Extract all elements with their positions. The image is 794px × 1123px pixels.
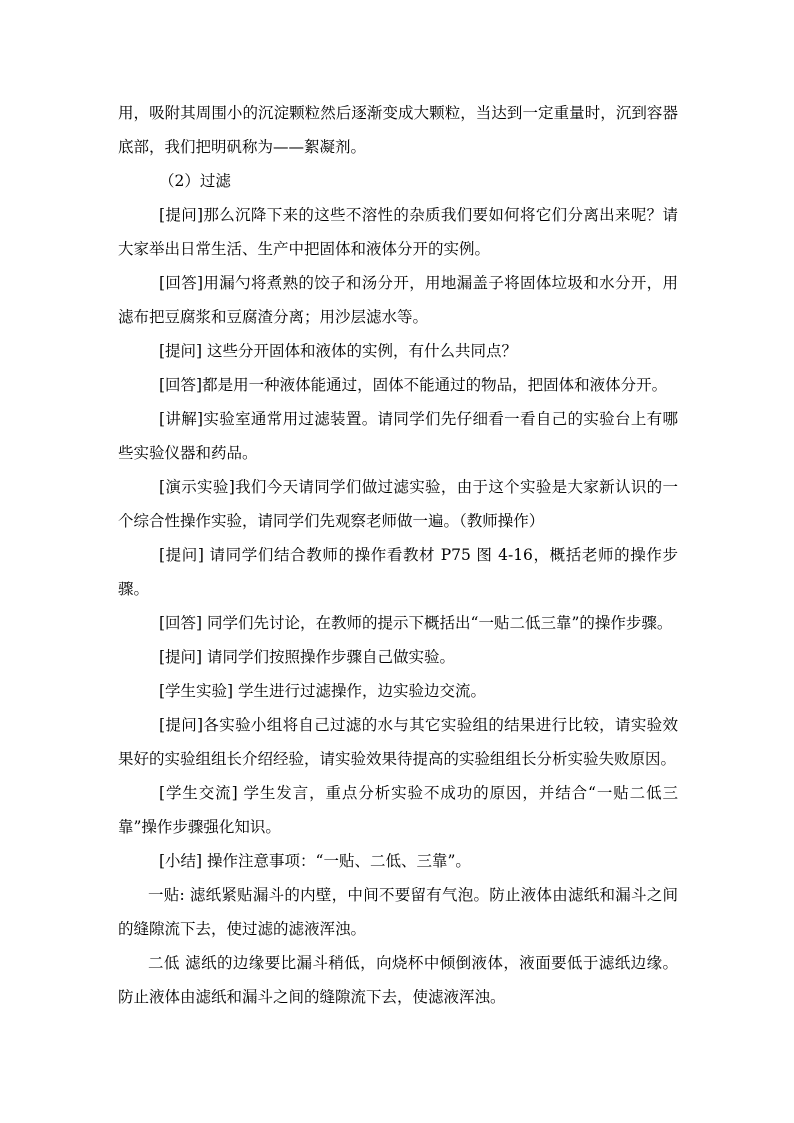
paragraph-student-experiment: [学生实验] 学生进行过滤操作，边实验边交流。 [159, 682, 487, 700]
paragraph-answer-steps: [回答] 同学们先讨论，在教师的提示下概括出“一贴二低三靠”的操作步骤。 [159, 614, 673, 632]
paragraph-two-low: 二低 滤纸的边缘要比漏斗稍低，向烧杯中倾倒液体，液面要低于滤纸边缘。防止液体由滤纸和漏斗之间的缝隙流下去，使滤液浑浊。 [118, 954, 678, 1006]
paragraph-demo-experiment: [演示实验]我们今天请同学们做过滤实验，由于这个实验是大家新认识的一个综合性操作实验，请同学们先观察老师做一遍。（教师操作） [118, 478, 678, 530]
paragraph-student-exchange: [学生交流] 学生发言，重点分析实验不成功的原因，并结合“一贴二低三靠”操作步骤强化知识。 [118, 784, 678, 836]
paragraph-question-compare-results: [提问]各实验小组将自己过滤的水与其它实验组的结果进行比较，请实验效果好的实验组组长介绍经验，请实验效果待提高的实验组组长分析实验失败原因。 [118, 716, 678, 768]
document-body [118, 96, 678, 1014]
paragraph-question-separation: [提问]那么沉降下来的这些不溶性的杂质我们要如何将它们分离出来呢？请大家举出日常生活、生产中把固体和液体分开的实例。 [118, 206, 678, 258]
paragraph-question-summarize-steps: [提问] 请同学们结合教师的操作看教材 P75 图 4-16，概括老师的操作步骤。 [118, 546, 678, 598]
paragraph-question-common-point: [提问] 这些分开固体和液体的实例，有什么共同点？ [159, 342, 518, 360]
paragraph-question-do-experiment: [提问] 请同学们按照操作步骤自己做实验。 [159, 648, 456, 666]
paragraph-lecture-filter-device: [讲解]实验室通常用过滤装置。请同学们先仔细看一看自己的实验台上有哪些实验仪器和药品。 [118, 410, 678, 462]
heading-filtration: （2）过滤 [159, 172, 231, 190]
paragraph-summary: [小结] 操作注意事项：“一贴、二低、三靠”。 [159, 852, 471, 870]
paragraph-flocculant-explanation: 用，吸附其周围小的沉淀颗粒然后逐渐变成大颗粒，当达到一定重量时，沉到容器底部，我们把明矾称为——絮凝剂。 [118, 104, 678, 156]
paragraph-one-stick: 一贴: 滤纸紧贴漏斗的内壁，中间不要留有气泡。防止液体由滤纸和漏斗之间的缝隙流下去，使过滤的滤液浑浊。 [118, 886, 678, 938]
paragraph-answer-examples: [回答]用漏勺将煮熟的饺子和汤分开，用地漏盖子将固体垃圾和水分开，用滤布把豆腐浆和豆腐渣分离；用沙层滤水等。 [118, 274, 678, 326]
paragraph-answer-common-point: [回答]都是用一种液体能通过，固体不能通过的物品，把固体和液体分开。 [159, 376, 668, 394]
